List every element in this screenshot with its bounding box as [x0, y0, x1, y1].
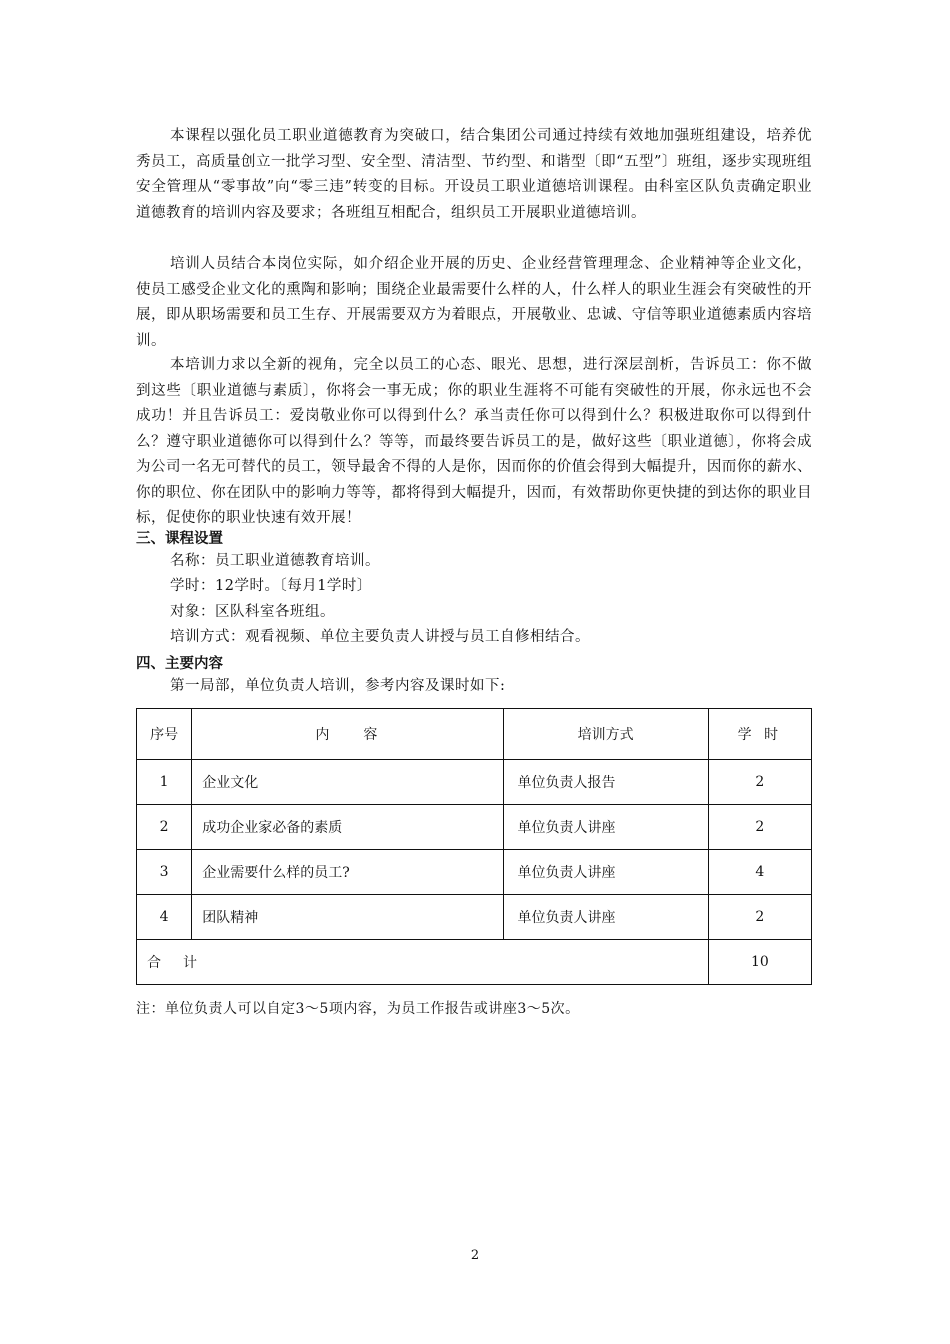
table-header-row — [137, 709, 812, 760]
table-total-row — [137, 940, 812, 985]
row-hours: 4 — [708, 850, 811, 895]
paragraph-course-intro: 本课程以强化员工职业道德教育为突破口，结合集团公司通过持续有效地加强班组建设，培养优秀员工，高质量创立一批学习型、安全型、清洁型、节约型、和谐型〔即“五型”〕班组，逐步实现班组安全管理从“零事故”向“零三违”转变的目标。开设员工职业道德培训课程。由科室区队负责确定职业道德教育的培训内容及要求；各班组互相配合，组织员工开展职业道德培训。 — [136, 128, 812, 221]
table-row — [137, 760, 812, 805]
row-method: 单位负责人报告 — [503, 760, 708, 805]
row-content: 团队精神 — [192, 895, 503, 940]
paragraph-training-goal: 本培训力求以全新的视角，完全以员工的心态、眼光、思想，进行深层剖析，告诉员工：你不做到这些〔职业道德与素质〕，你将会一事无成；你的职业生涯将不可能有突破性的开展，你永远也不会成功！并且告诉员工：爱岗敬业你可以得到什么？承当责任你可以得到什么？积极进取你可以得到什么？遵守职业道德你可以得到什么？等等，而最终要告诉员工的是，做好这些〔职业道德〕，你将会成为公司一名无可替代的员工，领导最舍不得的人是你，因而你的价值会得到大幅提升，因而你的薪水、你的职位、你在团队中的影响力等等，都将得到大幅提升，因而，有效帮助你更快捷的到达你的职业目标，促使你的职业快速有效开展！ — [136, 357, 812, 526]
row-hours: 2 — [708, 895, 811, 940]
row-number: 2 — [137, 805, 192, 850]
total-value: 10 — [708, 940, 811, 985]
row-content: 企业文化 — [192, 760, 503, 805]
row-content: 企业需要什么样的员工? — [192, 850, 503, 895]
row-hours: 2 — [708, 805, 811, 850]
total-label: 合计 — [137, 940, 709, 985]
row-number: 4 — [137, 895, 192, 940]
row-method: 单位负责人讲座 — [503, 895, 708, 940]
header-content: 内 容 — [192, 709, 503, 760]
page-number: 2 — [470, 1248, 480, 1263]
main-content-intro: 第一局部，单位负责人培训，参考内容及课时如下: — [170, 678, 506, 694]
course-hours-line: 学时：12学时。〔每月1学时〕 — [170, 578, 372, 594]
row-number: 1 — [137, 760, 192, 805]
header-hours: 学 时 — [708, 709, 811, 760]
table-row — [137, 895, 812, 940]
row-method: 单位负责人讲座 — [503, 850, 708, 895]
paragraph-training-content: 培训人员结合本岗位实际，如介绍企业开展的历史、企业经营管理理念、企业精神等企业文化，使员工感受企业文化的熏陶和影响；围绕企业最需要什么样的人，什么样人的职业生涯会有突破性的开展，即从职场需要和员工生存、开展需要双方为着眼点，开展敬业、忠诚、守信等职业道德素质内容培训。 — [136, 256, 812, 349]
table-row — [137, 805, 812, 850]
table-row — [137, 850, 812, 895]
header-method: 培训方式 — [503, 709, 708, 760]
course-name-line: 名称：员工职业道德教育培训。 — [170, 553, 380, 569]
row-number: 3 — [137, 850, 192, 895]
course-audience-line: 对象：区队科室各班组。 — [170, 604, 335, 620]
course-method-line: 培训方式：观看视频、单位主要负责人讲授与员工自修相结合。 — [170, 629, 590, 645]
header-number: 序号 — [137, 709, 192, 760]
row-method: 单位负责人讲座 — [503, 805, 708, 850]
row-content: 成功企业家必备的素质 — [192, 805, 503, 850]
course-table — [136, 708, 812, 985]
section-heading-main-content: 四、主要内容 — [136, 656, 223, 672]
table-note: 注：单位负责人可以自定3～5项内容，为员工作报告或讲座3～5次。 — [136, 1001, 580, 1017]
row-hours: 2 — [708, 760, 811, 805]
section-heading-course-setup: 三、课程设置 — [136, 531, 223, 547]
